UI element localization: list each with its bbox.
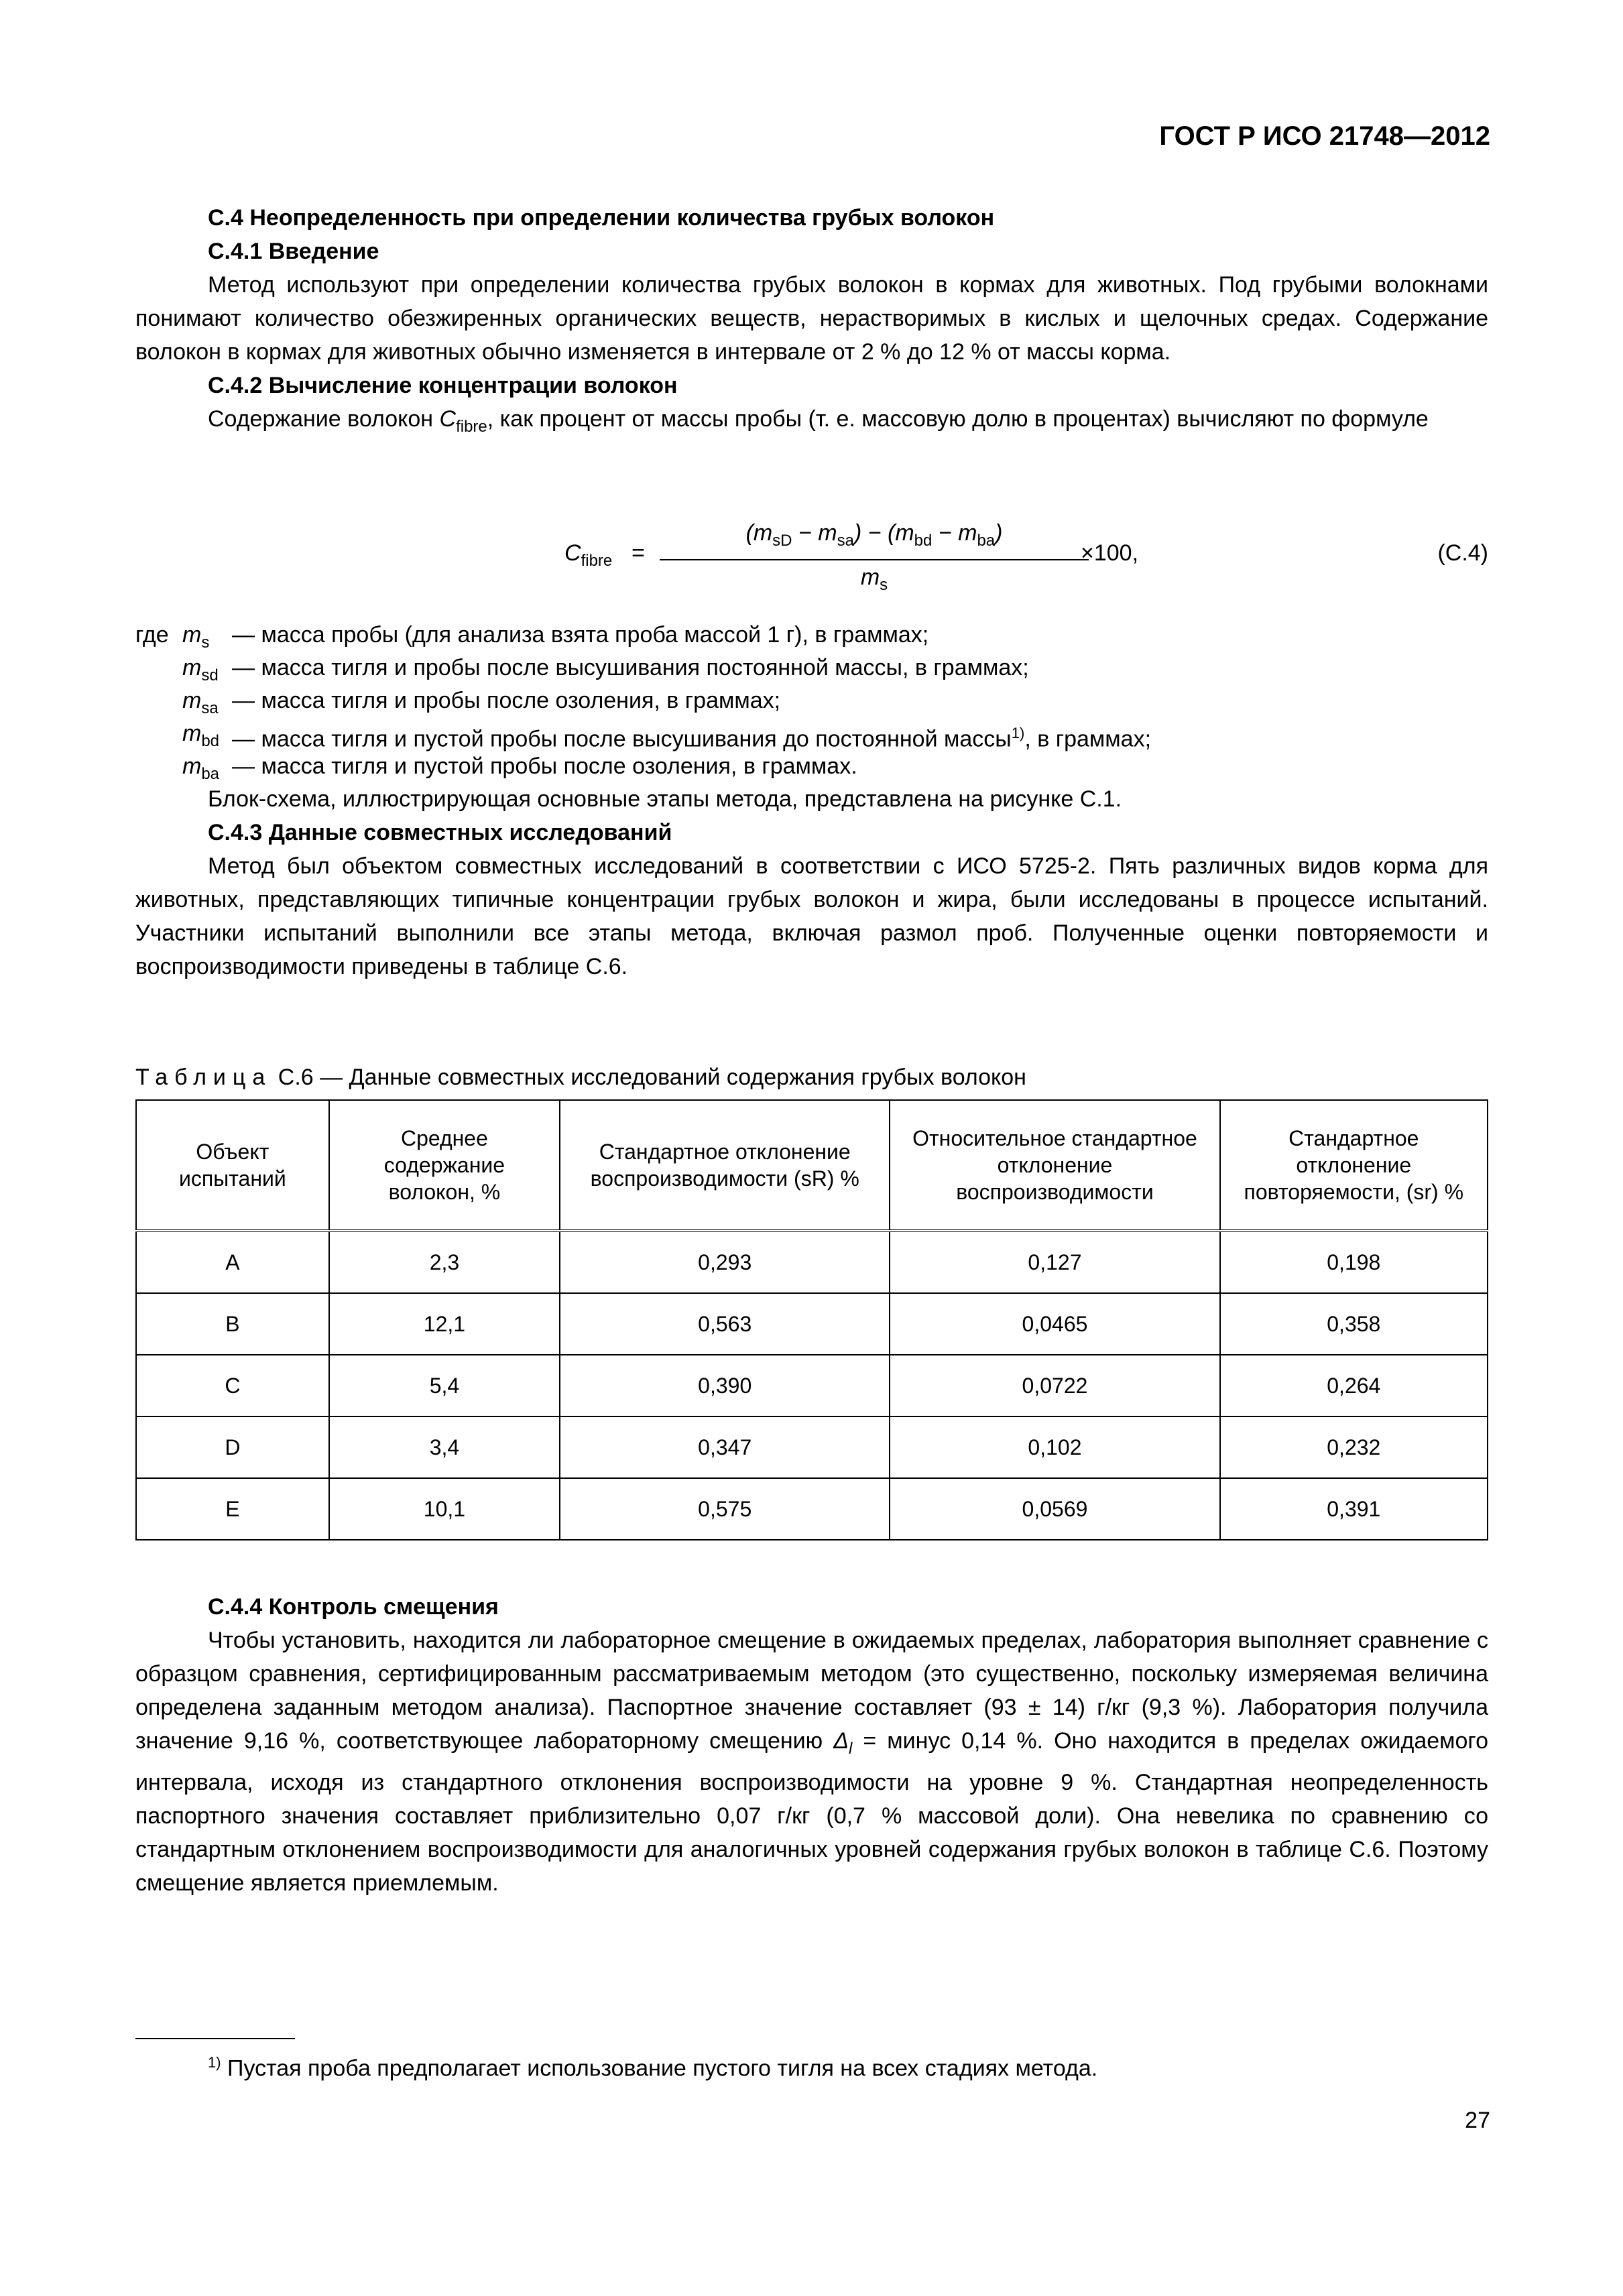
formula-equals: =	[632, 540, 645, 566]
footnote-ref[interactable]: 1)	[1011, 725, 1025, 741]
section-title: С.4 Неопределенность при определении количества грубых волокон	[208, 205, 995, 231]
variable-definitions	[135, 618, 1488, 983]
results-table	[135, 1099, 1488, 1540]
bias-paragraph: Чтобы установить, находится ли лабораторное смещение в ожидаемых пределах, лаборатория выполняет сравнение с образцом сравнения, сертифицированным рассматриваемым методом (это существенно, поскольку измеряемая величина определена заданным методом анализа). Паспортное значение составляет (93 ± 14) г/кг (9,3 %). Лаборатория получила значение 9,16 %, соответствующее лабораторному смещению $\Delta_l$ = минус 0,14 %. Оно находится в пределах ожидаемого интервала, исходя из стандартного отклонения воспроизводимости на уровне 9 %. Стандартная неопределенность паспортного значения составляет приблизительно 0,07 г/кг (0,7 % массовой доли). Она невелика по сравнению со стандартным отклонением воспроизводимости для аналогичных уровней содержания грубых волокон в таблице С.6. Поэтому смещение является приемлемым.	[135, 1628, 1488, 1896]
table-caption: Таблица С.6 — Данные совместных исследований содержания грубых волокон	[135, 1065, 1026, 1090]
formula-lhs: $C_{fibre}$	[564, 540, 613, 570]
column-header: Стандартное отклонение повторяемости, (sr) %	[1220, 1100, 1488, 1231]
footnote: $^{1)}$ Пустая проба предполагает использование пустого тигля на всех стадиях метода.	[208, 2054, 1098, 2081]
definition-row: $m_{ba}$ — масса тигля и пустой пробы после озоления, в граммах.	[182, 753, 857, 783]
subsection-title-1: С.4.1 Введение	[208, 239, 379, 264]
table-row: A 2,3 0,293 0,127 0,198	[136, 1231, 1488, 1293]
column-header: Объект испытаний	[136, 1100, 329, 1231]
formula-fraction	[660, 516, 1089, 602]
table-row: C 5,4 0,390 0,0722 0,264	[136, 1355, 1488, 1416]
section-c4	[135, 201, 1488, 444]
section-c44	[135, 1590, 1488, 1900]
formula-c4	[135, 516, 1488, 594]
table-row: E 10,1 0,575 0,0569 0,391	[136, 1478, 1488, 1540]
document-id: ГОСТ Р ИСО 21748—2012	[1159, 121, 1490, 151]
column-header: Стандартное отклонение воспроизводимости (sR) %	[560, 1100, 890, 1231]
column-header: Относительное стандартное отклонение воспроизводимости	[890, 1100, 1219, 1231]
formula-denominator: $m_s$	[860, 564, 888, 594]
table-row: D 3,4 0,347 0,102 0,232	[136, 1416, 1488, 1478]
calc-paragraph: Содержание волокон $C_{fibre}$, как процент от массы пробы (т. е. массовую долю в процентах) вычисляют по формуле	[208, 406, 1429, 436]
footnote-divider	[135, 2038, 295, 2039]
definition-row: $m_{sa}$ — масса тигля и пробы после озоления, в граммах;	[182, 688, 781, 717]
definition-row: где $m_s$ — масса пробы (для анализа взята проба массой 1 г), в граммах;	[135, 622, 929, 652]
subsection-title-2: С.4.2 Вычисление концентрации волокон	[208, 373, 678, 398]
formula-numerator: $(m_{sD} - m_{sa}) - (m_{bd} - m_{ba})$	[660, 516, 1089, 560]
table-row: B 12,1 0,563 0,0465 0,358	[136, 1293, 1488, 1355]
table-header-row	[136, 1100, 1488, 1231]
formula-multiplier: ×100,	[1081, 540, 1139, 566]
flowchart-note: Блок-схема, иллюстрирующая основные этапы метода, представлена на рисунке С.1.	[208, 786, 1122, 812]
intro-paragraph: Метод используют при определении количества грубых волокон в кормах для животных. Под грубыми волокнами понимают количество обезжиренных органических веществ, нерастворимых в кислых и щелочных средах. Содержание волокон в кормах для животных обычно изменяется в интервале от 2 % до 12 % от массы корма.	[135, 272, 1488, 365]
study-paragraph: Метод был объектом совместных исследований в соответствии с ИСО 5725-2. Пять различных видов корма для животных, представляющих типичные концентрации грубых волокон и жира, были исследованы в процессе испытаний. Участники испытаний выполнили все этапы метода, включая размол проб. Полученные оценки повторяемости и воспроизводимости приведены в таблице С.6.	[135, 853, 1488, 979]
subsection-title-3: С.4.3 Данные совместных исследований	[208, 820, 672, 845]
subsection-title-4: С.4.4 Контроль смещения	[208, 1594, 499, 1620]
definition-row: $m_{bd}$ — масса тигля и пустой пробы после высушивания до постоянной массы$^{1)}$, в граммах;	[182, 721, 1152, 752]
definition-row: $m_{sd}$ — масса тигля и пробы после высушивания постоянной массы, в граммах;	[182, 655, 1029, 684]
column-header: Среднее содержание волокон, %	[329, 1100, 560, 1231]
page-number: 27	[1465, 2108, 1490, 2133]
formula-number: (С.4)	[1437, 540, 1488, 566]
